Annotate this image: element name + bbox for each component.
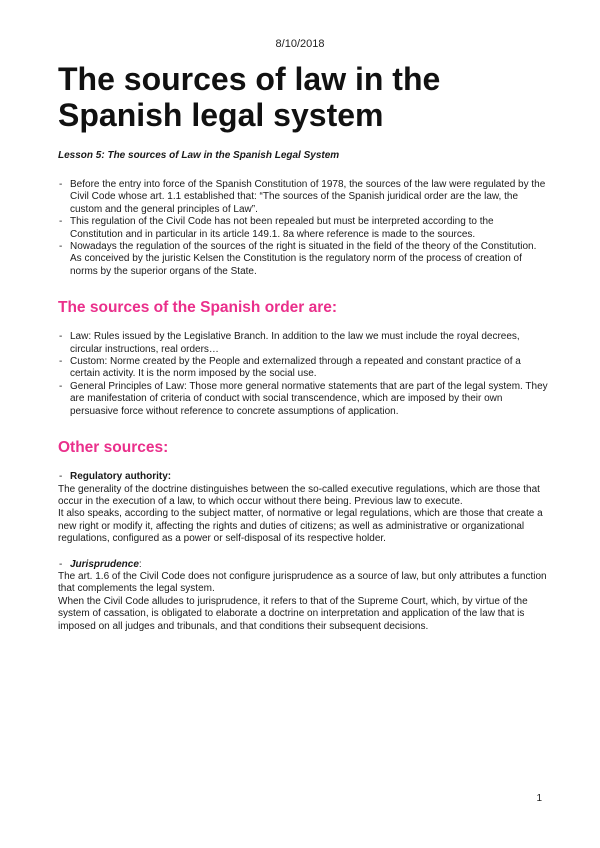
regulatory-paragraph: It also speaks, according to the subject matter, of normative or legal regulations, which are those that create a new right or modify it, affecting the rights and duties of citizens; as well as administrative or organizational regulations, configured as a power or self-disposal of its respective holder. — [58, 508, 543, 545]
intro-item: - This regulation of the Civil Code has not been repealed but must be interpreted according to the Constitution and in particular in its article 149.1. 8a where reference is made to the sources. — [58, 216, 548, 241]
spacer — [58, 546, 548, 559]
intro-item: - Nowadays the regulation of the sources of the right is situated in the field of the theory of the Constitution. As conceived by the juristic Kelsen the Constitution is the regulatory norm of the process of creation of norms by the superior organs of the State. — [58, 241, 548, 278]
jurisprudence-heading — [58, 559, 548, 571]
document-body — [58, 179, 548, 633]
regulatory-authority-label: Regulatory authority: — [70, 471, 172, 483]
lesson-subtitle: Lesson 5: The sources of Law in the Spanish Legal System — [58, 150, 340, 161]
header-date: 8/10/2018 — [275, 38, 325, 50]
section-heading-sources: The sources of the Spanish order are: — [58, 299, 338, 317]
page-title: The sources of law in the Spanish legal system — [58, 61, 441, 133]
source-item-principles: - General Principles of Law: Those more general normative statements that are part of the legal system. They are manifestation of criteria of conduct with social transcendence, which are imposed by their own persuasive force without reference to concrete assumptions of application. — [58, 381, 548, 418]
section-heading-other-sources: Other sources: — [58, 439, 169, 457]
regulatory-paragraph: The generality of the doctrine distinguishes between the so-called executive regulations, which are those that occur in the execution of a law, to which occur without there being. Previous law to execute. — [58, 483, 540, 507]
jurisprudence-colon: : — [138, 558, 142, 570]
intro-list — [58, 179, 548, 278]
regulatory-authority-heading — [58, 471, 548, 483]
source-item-custom: - Custom: Norme created by the People and externalized through a repeated and constant practice of a certain activity. It is the norm imposed by the social use. — [58, 356, 548, 381]
jurisprudence-paragraph: The art. 1.6 of the Civil Code does not configure jurisprudence as a source of law, but only attributes a function that complements the legal system. — [58, 570, 547, 595]
intro-item: - Before the entry into force of the Spanish Constitution of 1978, the sources of the law were regulated by the Civil Code whose art. 1.1 established that: “The sources of the Spanish juridical order are the law, the custom and the general principles of Law”. — [58, 179, 548, 216]
sources-list — [58, 331, 548, 418]
jurisprudence-paragraph: When the Civil Code alludes to jurisprudence, it refers to that of the Supreme Court, which, by virtue of the system of cassation, is obligated to elaborate a doctrine on interpretation and application of the law that is imposed on all judges and tribunals, and that conditions their subsequent decisions. — [58, 595, 528, 632]
jurisprudence-label: Jurisprudence — [70, 558, 139, 570]
page-number: 1 — [536, 793, 542, 804]
source-item-law: - Law: Rules issued by the Legislative Branch. In addition to the law we must include the royal decrees, circular instructions, real orders… — [58, 331, 548, 356]
